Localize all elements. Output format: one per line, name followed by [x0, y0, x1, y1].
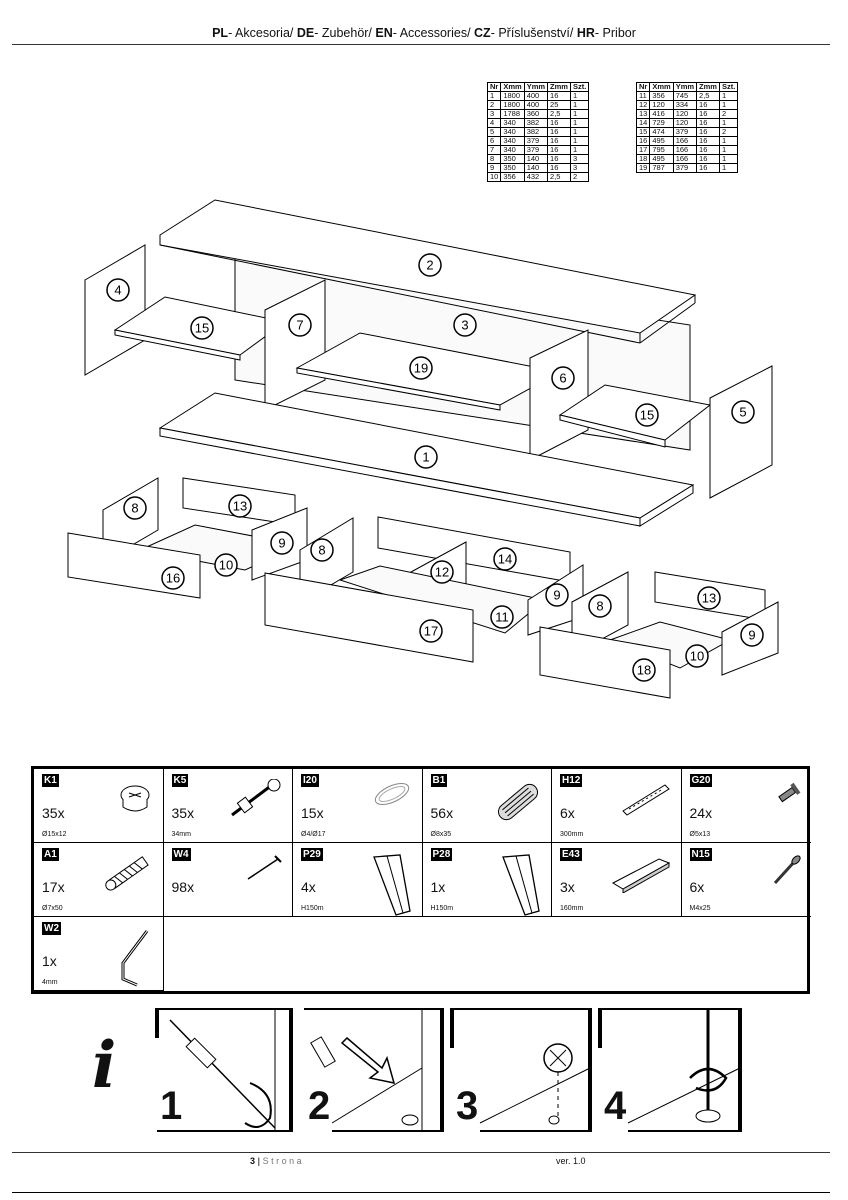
furniture-leg-icon [499, 853, 543, 922]
parts-table-left [487, 82, 589, 182]
table-cell: 5 [488, 128, 501, 137]
table-cell: 1 [570, 146, 588, 155]
table-cell: 1 [719, 164, 737, 173]
accessory-item [552, 769, 682, 843]
table-cell: 140 [524, 155, 547, 164]
step-number: 3 [456, 1084, 479, 1128]
table-cell: 9 [488, 164, 501, 173]
info-symbol: i [92, 1028, 117, 1103]
part-label: 11 [495, 609, 509, 625]
part-label: 9 [748, 627, 756, 643]
accessory-item [423, 769, 553, 843]
table-cell: 16 [697, 119, 720, 128]
table-cell: 416 [650, 110, 673, 119]
accessory-code: K1 [44, 775, 57, 786]
table-cell: 12 [637, 101, 650, 110]
page-word: S t r o n a [262, 1156, 302, 1166]
table-cell: 2,5 [697, 92, 720, 101]
table-cell: 6 [488, 137, 501, 146]
table-cell: 2 [719, 110, 737, 119]
accessory-code: K5 [173, 775, 187, 786]
table-cell: 1 [719, 92, 737, 101]
table-cell: 1 [570, 137, 588, 146]
table-cell: 16 [697, 101, 720, 110]
part-label: 13 [701, 590, 717, 606]
table-cell: 1 [719, 155, 737, 164]
bolt-icon [769, 853, 803, 892]
table-cell: 1 [719, 119, 737, 128]
table-cell: 400 [524, 92, 547, 101]
table-cell: 1788 [501, 110, 524, 119]
accessory-item [34, 917, 164, 991]
table-cell: 16 [697, 164, 720, 173]
part-label: 6 [559, 370, 567, 386]
part-label: 17 [423, 623, 439, 639]
table-cell: 16 [548, 146, 571, 155]
table-row [488, 173, 589, 182]
table-cell: 340 [501, 128, 524, 137]
table-cell: 1 [719, 137, 737, 146]
accessory-quantity: 1x [430, 879, 446, 895]
table-cell: 1 [570, 119, 588, 128]
accessory-item [164, 769, 294, 843]
accessory-dimension: Ø5x13 [689, 831, 711, 838]
table-cell: 360 [524, 110, 547, 119]
table-cell: 379 [524, 137, 547, 146]
accessory-item [552, 843, 682, 917]
drawer-slide-icon [619, 779, 673, 824]
accessory-item [423, 843, 553, 917]
part-label: 15 [639, 407, 655, 423]
bottom-divider [12, 1192, 830, 1193]
accessory-dimension: 160mm [560, 905, 584, 912]
table-header: Xmm [650, 83, 673, 92]
table-cell: 120 [673, 119, 696, 128]
accessory-dimension: 34mm [171, 831, 191, 838]
table-cell: 16 [697, 146, 720, 155]
table-cell: 382 [524, 128, 547, 137]
accessory-quantity: 15x [301, 805, 324, 821]
parts-table-right [636, 82, 738, 173]
accessory-dimension: 300mm [560, 831, 584, 838]
table-row [637, 164, 738, 173]
accessory-item [34, 843, 164, 917]
page-header: PL- Akcesoria/ DE- Zubehör/ EN- Accessories/ CZ- Příslušenství/ HR- Pribor [212, 26, 636, 40]
table-cell: 432 [524, 173, 547, 182]
table-cell: 16 [697, 137, 720, 146]
wooden-dowel-icon [493, 779, 543, 830]
accessory-item [293, 769, 423, 843]
part-label: 15 [194, 320, 210, 336]
table-cell: 1800 [501, 101, 524, 110]
table-cell: 2,5 [548, 110, 571, 119]
table-cell: 166 [673, 137, 696, 146]
accessory-item [34, 769, 164, 843]
footer-separator: | [257, 1156, 261, 1166]
cam-bolt-icon [228, 779, 284, 824]
lang-code: PL [212, 26, 229, 40]
table-cell: 14 [637, 119, 650, 128]
part-label: 9 [553, 587, 561, 603]
part-label: 8 [318, 542, 326, 558]
accessory-code: N15 [691, 849, 710, 860]
table-cell: 7 [488, 146, 501, 155]
accessory-quantity: 17x [42, 879, 65, 895]
accessory-dimension: Ø8x35 [430, 831, 452, 838]
table-header: Szt. [570, 83, 588, 92]
part-label: 3 [461, 317, 469, 333]
accessory-code: E43 [562, 849, 580, 860]
part-label: 5 [739, 404, 747, 420]
table-header: Ymm [673, 83, 696, 92]
part-label: 8 [131, 500, 139, 516]
table-header: Zmm [548, 83, 571, 92]
table-cell: 16 [697, 128, 720, 137]
handle-profile-icon [609, 853, 673, 898]
wall-plug-icon [101, 853, 155, 898]
table-cell: 379 [524, 146, 547, 155]
cam-lock-icon [115, 779, 155, 824]
part-label: 13 [232, 498, 248, 514]
table-cell: 16 [697, 155, 720, 164]
accessory-quantity: 24x [689, 805, 713, 821]
part-label: 4 [114, 282, 122, 298]
table-cell: 16 [637, 137, 650, 146]
part-label: 2 [426, 257, 434, 273]
table-cell: 340 [501, 137, 524, 146]
table-cell: 334 [673, 101, 696, 110]
accessory-code: G20 [691, 775, 711, 786]
accessory-quantity: 4x [301, 879, 316, 895]
accessory-item [682, 843, 812, 917]
table-cell: 1 [570, 110, 588, 119]
part-label: 1 [422, 449, 430, 465]
table-cell: 2 [570, 173, 588, 182]
accessory-item [164, 843, 294, 917]
part-label: 14 [497, 551, 513, 567]
accessory-item [682, 769, 812, 843]
table-cell: 166 [673, 146, 696, 155]
table-cell: 16 [548, 128, 571, 137]
table-cell: 2,5 [548, 173, 571, 182]
nail-icon [244, 853, 284, 888]
accessory-dimension: H150m [301, 905, 324, 912]
panel-5-shape [710, 366, 772, 498]
page-number: 3 [250, 1156, 256, 1166]
table-cell: 8 [488, 155, 501, 164]
part-label: 19 [413, 360, 429, 376]
table-cell: 16 [697, 110, 720, 119]
version-label: ver. 1.0 [556, 1156, 586, 1166]
accessory-dimension: Ø15x12 [42, 831, 67, 838]
table-cell: 19 [637, 164, 650, 173]
table-header: Ymm [524, 83, 547, 92]
accessory-quantity: 98x [171, 879, 195, 895]
table-cell: 382 [524, 119, 547, 128]
table-cell: 10 [488, 173, 501, 182]
table-header: Szt. [719, 83, 737, 92]
accessory-code: I20 [303, 775, 317, 786]
table-cell: 1 [570, 101, 588, 110]
table-cell: 16 [548, 119, 571, 128]
table-cell: 495 [650, 137, 673, 146]
table-cell: 3 [570, 155, 588, 164]
table-cell: 1 [570, 92, 588, 101]
part-label: 16 [165, 570, 181, 586]
accessory-quantity: 35x [171, 805, 195, 821]
table-cell: 120 [673, 110, 696, 119]
table-cell: 379 [673, 164, 696, 173]
part-label: 18 [636, 662, 652, 678]
table-cell: 16 [548, 155, 571, 164]
furniture-leg-icon [370, 853, 414, 922]
table-cell: 729 [650, 119, 673, 128]
accessory-code: B1 [432, 775, 446, 786]
accessory-item [293, 843, 423, 917]
step-number: 2 [308, 1084, 331, 1128]
part-label: 12 [434, 564, 450, 580]
table-cell: 340 [501, 119, 524, 128]
table-cell: 166 [673, 155, 696, 164]
table-cell: 350 [501, 155, 524, 164]
table-cell: 18 [637, 155, 650, 164]
table-cell: 787 [650, 164, 673, 173]
table-cell: 4 [488, 119, 501, 128]
footer-divider [12, 1152, 830, 1153]
accessory-code: P29 [303, 849, 321, 860]
table-header: Nr [488, 83, 501, 92]
accessory-code: A1 [44, 849, 57, 860]
accessory-quantity: 35x [42, 805, 65, 821]
accessory-quantity: 1x [42, 953, 57, 969]
accessory-dimension: H150m [430, 905, 454, 912]
accessory-code: W4 [173, 849, 189, 860]
step-number: 1 [160, 1084, 183, 1128]
table-cell: 11 [637, 92, 650, 101]
accessory-quantity: 6x [560, 805, 575, 821]
table-header: Xmm [501, 83, 524, 92]
accessory-dimension: M4x25 [689, 905, 711, 912]
part-label: 10 [218, 557, 234, 573]
table-cell: 15 [637, 128, 650, 137]
accessory-code: P28 [432, 849, 451, 860]
part-label: 9 [278, 535, 286, 551]
short-screw-icon [773, 779, 803, 814]
header-divider [12, 44, 830, 45]
accessories-grid [31, 766, 810, 994]
table-cell: 400 [524, 101, 547, 110]
table-cell: 140 [524, 164, 547, 173]
table-cell: 379 [673, 128, 696, 137]
table-cell: 356 [650, 92, 673, 101]
accessory-dimension: Ø4/Ø17 [301, 831, 326, 838]
accessory-quantity: 3x [560, 879, 575, 895]
table-cell: 1 [719, 146, 737, 155]
table-cell: 1 [719, 101, 737, 110]
table-cell: 795 [650, 146, 673, 155]
table-cell: 2 [719, 128, 737, 137]
table-cell: 25 [548, 101, 571, 110]
table-header: Nr [637, 83, 650, 92]
exploded-assembly-drawing [0, 190, 848, 710]
accessory-code: W2 [44, 923, 59, 934]
table-cell: 3 [488, 110, 501, 119]
table-cell: 1 [570, 128, 588, 137]
table-cell: 120 [650, 101, 673, 110]
table-cell: 3 [570, 164, 588, 173]
part-label: 7 [296, 317, 304, 333]
hex-key-icon [111, 927, 155, 996]
panel-4-shape [85, 245, 145, 375]
accessory-dimension: Ø7x50 [42, 905, 63, 912]
accessory-code: H12 [562, 775, 581, 786]
table-cell: 17 [637, 146, 650, 155]
table-cell: 340 [501, 146, 524, 155]
table-header: Zmm [697, 83, 720, 92]
page-number-label [250, 1156, 302, 1166]
table-cell: 13 [637, 110, 650, 119]
table-cell: 16 [548, 164, 571, 173]
accessory-quantity: 6x [689, 879, 705, 895]
table-cell: 16 [548, 92, 571, 101]
table-cell: 495 [650, 155, 673, 164]
table-cell: 356 [501, 173, 524, 182]
part-label: 8 [596, 598, 604, 614]
accessory-quantity: 56x [430, 805, 454, 821]
washer-icon [370, 779, 414, 814]
table-cell: 1 [488, 92, 501, 101]
accessory-dimension: 4mm [42, 979, 58, 986]
table-cell: 2 [488, 101, 501, 110]
table-cell: 350 [501, 164, 524, 173]
table-cell: 745 [673, 92, 696, 101]
table-cell: 1800 [501, 92, 524, 101]
step-number: 4 [604, 1084, 627, 1128]
table-cell: 16 [548, 137, 571, 146]
assembly-info-row [0, 1000, 848, 1140]
part-label: 10 [689, 648, 705, 664]
table-cell: 474 [650, 128, 673, 137]
